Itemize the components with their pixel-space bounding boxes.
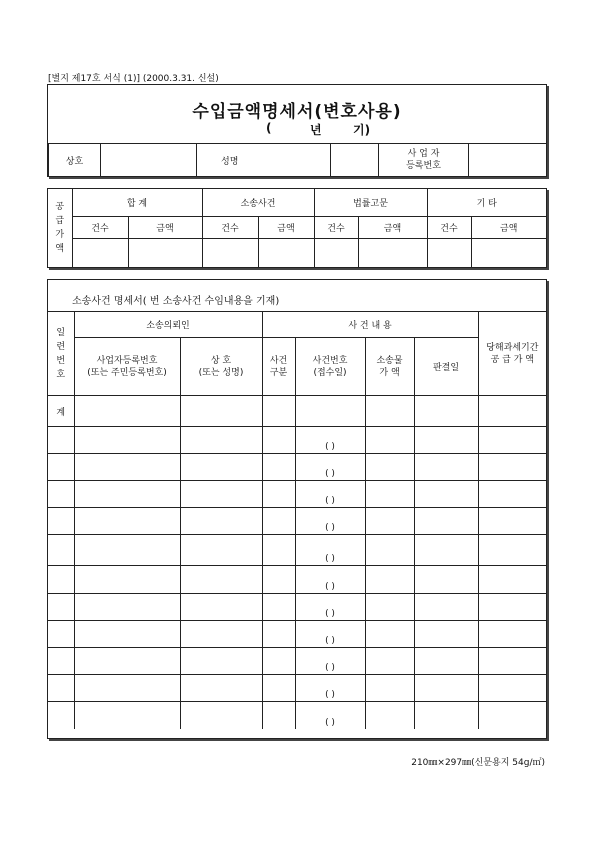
cell[interactable]: [414, 702, 478, 729]
header-fields-table: [48, 143, 547, 177]
cell[interactable]: [365, 481, 414, 508]
cell[interactable]: [295, 454, 365, 481]
cell[interactable]: [295, 594, 365, 621]
client-group-header: 소송의뢰인: [74, 312, 262, 338]
case-date-parens: ( ): [325, 523, 335, 533]
litigation-amount-cell[interactable]: [258, 238, 314, 267]
cell[interactable]: [262, 535, 295, 566]
cell[interactable]: [478, 535, 546, 566]
bizno-header: 사업자등록번호 (또는 주민등록번호): [74, 338, 180, 396]
paper-spec: 210㎜×297㎜(신문용지 54g/㎡): [411, 758, 545, 768]
case-date-parens: ( ): [325, 496, 335, 506]
cell[interactable]: [295, 675, 365, 702]
case-rows: [48, 396, 546, 729]
cell[interactable]: [295, 508, 365, 535]
cell[interactable]: [262, 648, 295, 675]
cell[interactable]: [414, 535, 478, 566]
case-group-header: 사 건 내 용: [262, 312, 478, 338]
claim-value-header: 소송물 가 액: [365, 338, 414, 396]
table-row: [48, 566, 546, 594]
cell[interactable]: [365, 535, 414, 566]
cell[interactable]: [295, 702, 365, 729]
table-row: [48, 621, 546, 648]
case-date-parens: ( ): [325, 717, 335, 728]
table-row: [48, 648, 546, 675]
case-date-parens: ( ): [325, 609, 335, 619]
judgment-date-header: 판결일: [414, 338, 478, 396]
other-amount-cell[interactable]: [471, 238, 546, 267]
table-row: [48, 594, 546, 621]
year-label: 년: [310, 123, 322, 137]
name-field-extra[interactable]: [331, 144, 379, 177]
table-row: [48, 427, 546, 454]
cell[interactable]: [414, 454, 478, 481]
detail-box: [47, 279, 547, 739]
cell[interactable]: [48, 621, 74, 648]
cell[interactable]: [262, 454, 295, 481]
supply-box: [47, 188, 547, 268]
supply-side-label: 공 급 가 액: [48, 189, 72, 267]
cell[interactable]: [48, 702, 74, 729]
cell[interactable]: [414, 427, 478, 454]
title-box: [47, 84, 547, 177]
table-row: [48, 508, 546, 535]
cell[interactable]: [295, 535, 365, 566]
cell[interactable]: [180, 648, 262, 675]
case-type-header: 사건 구분: [262, 338, 295, 396]
count-header: 건수: [202, 216, 258, 238]
cell[interactable]: [180, 566, 262, 594]
cell[interactable]: [180, 702, 262, 729]
page-title: 수입금액명세서(변호사용): [192, 102, 402, 122]
cell[interactable]: [180, 594, 262, 621]
section-title: 소송사건 명세서( 번 소송사건 수임내용을 기재): [72, 296, 280, 307]
cell[interactable]: [74, 621, 180, 648]
cell[interactable]: [180, 508, 262, 535]
cell[interactable]: [365, 427, 414, 454]
count-header: 건수: [427, 216, 471, 238]
table-row: [48, 454, 546, 481]
cell[interactable]: [180, 481, 262, 508]
cell[interactable]: [295, 621, 365, 648]
cell[interactable]: [295, 481, 365, 508]
cell[interactable]: [478, 396, 546, 427]
total-count-cell[interactable]: [72, 238, 128, 267]
cell[interactable]: [365, 675, 414, 702]
cell[interactable]: [365, 396, 414, 427]
case-date-parens: ( ): [325, 469, 335, 479]
group-legal-advice: 법률고문: [314, 189, 427, 216]
client-name-header: 상 호 (또는 성명): [180, 338, 262, 396]
other-count-cell[interactable]: [427, 238, 471, 267]
cell[interactable]: [48, 648, 74, 675]
cell[interactable]: [74, 508, 180, 535]
company-field[interactable]: [101, 144, 197, 177]
cell[interactable]: [74, 535, 180, 566]
group-litigation: 소송사건: [202, 189, 314, 216]
case-date-parens: ( ): [325, 636, 335, 646]
case-date-parens: ( ): [325, 442, 335, 452]
case-date-parens: ( ): [325, 582, 335, 592]
table-row: [48, 535, 546, 566]
cell[interactable]: [478, 481, 546, 508]
cell[interactable]: [478, 594, 546, 621]
cell[interactable]: [74, 675, 180, 702]
cell[interactable]: [180, 675, 262, 702]
total-row: [48, 396, 546, 427]
cell[interactable]: [365, 648, 414, 675]
case-date-parens: ( ): [325, 554, 335, 564]
cell[interactable]: [365, 702, 414, 729]
amount-header: 금액: [358, 216, 427, 238]
supply-value-header: 당해과세기간 공 급 가 액: [478, 312, 546, 396]
cell[interactable]: [262, 675, 295, 702]
advice-amount-cell[interactable]: [358, 238, 427, 267]
group-total: 합 계: [72, 189, 202, 216]
bizno-label: 사 업 자 등록번호: [379, 144, 469, 177]
cell[interactable]: [478, 454, 546, 481]
cell[interactable]: [180, 427, 262, 454]
cell[interactable]: [262, 594, 295, 621]
cell[interactable]: [414, 648, 478, 675]
amount-header: 금액: [471, 216, 546, 238]
year-open: (: [266, 121, 272, 135]
cell[interactable]: [180, 454, 262, 481]
cell[interactable]: [74, 648, 180, 675]
cell[interactable]: [478, 675, 546, 702]
cell[interactable]: [74, 396, 180, 427]
cell[interactable]: [74, 566, 180, 594]
cell[interactable]: [414, 396, 478, 427]
group-other: 기 타: [427, 189, 546, 216]
cell[interactable]: [365, 454, 414, 481]
table-row: [48, 675, 546, 702]
cell[interactable]: [180, 396, 262, 427]
cell[interactable]: [295, 648, 365, 675]
cell[interactable]: [48, 481, 74, 508]
cell[interactable]: [262, 427, 295, 454]
amount-header: 금액: [258, 216, 314, 238]
cell[interactable]: [48, 427, 74, 454]
cell[interactable]: [48, 566, 74, 594]
cell[interactable]: [365, 621, 414, 648]
name-label: 성명: [197, 144, 263, 177]
cell[interactable]: [180, 621, 262, 648]
advice-count-cell[interactable]: [314, 238, 358, 267]
cell[interactable]: [48, 675, 74, 702]
cell[interactable]: [414, 675, 478, 702]
cell[interactable]: [48, 508, 74, 535]
case-number-header: 사건번호 (접수일): [295, 338, 365, 396]
total-amount-cell[interactable]: [128, 238, 202, 267]
cell[interactable]: [365, 594, 414, 621]
cell[interactable]: [48, 594, 74, 621]
name-field[interactable]: [263, 144, 331, 177]
count-header: 건수: [314, 216, 358, 238]
cell[interactable]: [365, 508, 414, 535]
cell[interactable]: [295, 396, 365, 427]
cell[interactable]: [365, 566, 414, 594]
cell[interactable]: [414, 508, 478, 535]
cell[interactable]: [478, 702, 546, 729]
company-label: 상호: [49, 144, 101, 177]
table-row: [48, 702, 546, 729]
form-header: [별지 제17호 서식 (1)] (2000.3.31. 신설): [48, 74, 219, 84]
cell[interactable]: [262, 566, 295, 594]
cell[interactable]: [478, 427, 546, 454]
cell[interactable]: [262, 702, 295, 729]
cell[interactable]: [74, 481, 180, 508]
serial-header: 일 련 번 호: [48, 312, 74, 396]
cell[interactable]: [414, 566, 478, 594]
case-date-parens: ( ): [325, 690, 335, 700]
cell[interactable]: [414, 621, 478, 648]
cell[interactable]: [478, 508, 546, 535]
cell[interactable]: [478, 566, 546, 594]
cell[interactable]: [262, 621, 295, 648]
cell[interactable]: [180, 535, 262, 566]
cell[interactable]: [295, 427, 365, 454]
cell[interactable]: [414, 481, 478, 508]
case-date-parens: ( ): [325, 663, 335, 673]
cell[interactable]: [414, 594, 478, 621]
total-label: 계: [48, 396, 74, 427]
table-row: [48, 481, 546, 508]
litigation-count-cell[interactable]: [202, 238, 258, 267]
cell[interactable]: [262, 508, 295, 535]
cell[interactable]: [48, 454, 74, 481]
cell[interactable]: [48, 535, 74, 566]
year-close: 기): [353, 123, 371, 137]
amount-header: 금액: [128, 216, 202, 238]
cell[interactable]: [74, 427, 180, 454]
bizno-field[interactable]: [469, 144, 547, 177]
cell[interactable]: [478, 621, 546, 648]
cell[interactable]: [74, 702, 180, 729]
cell[interactable]: [262, 396, 295, 427]
cell[interactable]: [74, 594, 180, 621]
case-table: [48, 311, 546, 729]
cell[interactable]: [295, 566, 365, 594]
cell[interactable]: [262, 481, 295, 508]
supply-table: [48, 189, 546, 267]
count-header: 건수: [72, 216, 128, 238]
cell[interactable]: [74, 454, 180, 481]
cell[interactable]: [478, 648, 546, 675]
year-line: [48, 121, 546, 137]
